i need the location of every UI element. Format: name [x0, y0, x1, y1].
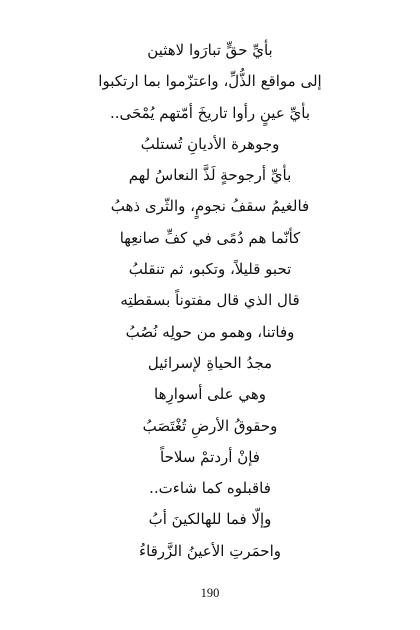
poem-line: واحمَرتِ الأعينُ الزَّرقاءُ: [139, 541, 281, 560]
poem-line: بأيِّ حقٍّ تبارَوا لاهثين: [147, 41, 273, 59]
poem-line: فالغيمُ سقفُ نجومٍ، والثّرى ذهبُ: [110, 197, 310, 216]
poem-line: قال الذي قال مفتوناً بسقطتِه: [120, 291, 300, 310]
poem-line: وفاتنا، وهمو من حولِه نُصُبُ: [125, 322, 295, 341]
poem-line: تحبو قليلاً، وتكبو، ثم تنقلبُ: [128, 260, 292, 279]
poem-line: فإنْ أردتمْ سلاحاً: [160, 447, 260, 466]
poem-line: بأيِّ عينٍ رأوا تاريخَ أمّتهم يُمْحَى..: [109, 103, 311, 122]
poem-body: [0, 35, 420, 567]
poem-line: وجوهرة الأديانِ تُستلبُ: [140, 134, 280, 153]
poem-line: إلى مواقع الذُّلِّ، واعتزّموا بما ارتكبوا: [98, 72, 322, 91]
poem-line: كأنّما هم دُمًى في كفِّ صانعِها: [119, 228, 301, 247]
page-number: 190: [200, 586, 220, 600]
poem-line: وحقوقُ الأرضِ تُغْتَصَبُ: [142, 416, 278, 435]
poem-line: فاقبلوه كما شاءت..: [149, 479, 271, 498]
poem-line: وهي على أسوارِها: [154, 385, 266, 404]
poem-line: وإلّا فما للهالكينَ أبُ: [148, 510, 272, 529]
poem-line: بأيِّ أرجوحةٍ لَذَّ النعاسُ لهم: [128, 166, 292, 185]
poem-line: مجدُ الحياةِ لإسرائيل: [147, 353, 273, 372]
